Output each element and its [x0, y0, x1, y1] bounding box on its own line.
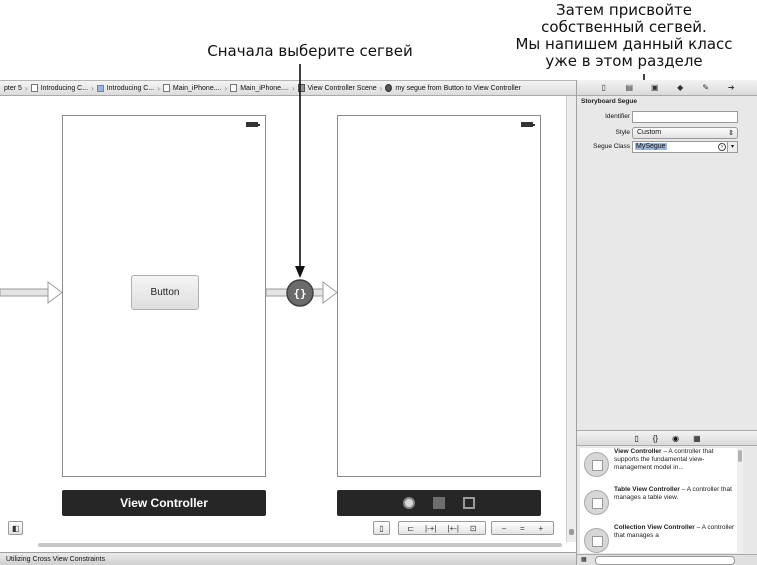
segue-class-field[interactable]	[632, 141, 738, 153]
chevron-right-icon: ›	[24, 83, 28, 93]
view-controller-icon	[584, 452, 609, 477]
item-name: View Controller	[614, 448, 662, 455]
identifier-row	[577, 111, 757, 124]
object-library-icon[interactable]: ◉	[672, 433, 680, 443]
file-template-icon[interactable]: ▯	[634, 433, 639, 443]
style-value: Custom	[637, 129, 662, 136]
grid-view-icon[interactable]: ▦	[581, 557, 587, 563]
size-inspector-icon[interactable]: ✎	[702, 83, 710, 92]
segue-icon[interactable]: {}	[293, 287, 307, 300]
item-name: Collection View Controller	[614, 524, 695, 531]
segue-class-value: MySegue	[636, 143, 666, 150]
item-name: Table View Controller	[614, 486, 680, 493]
section-title: Storyboard Segue	[581, 98, 637, 105]
chevron-updown-icon: ⇕	[728, 130, 734, 137]
breadcrumb-label: Main_iPhone....	[240, 84, 289, 92]
item-desc: – A controller that manages a table view.	[614, 486, 732, 501]
annotation-line: уже в этом разделе	[545, 52, 703, 70]
annotation-line: Мы напишем данный класс	[515, 35, 733, 53]
initial-scene-arrow	[0, 282, 62, 303]
zoom-out-icon[interactable]: –	[501, 523, 507, 533]
resize-icon[interactable]: ⊡	[469, 523, 477, 533]
scrollbar-thumb[interactable]	[738, 450, 742, 462]
style-label: Style	[615, 129, 630, 136]
table-view-controller-icon	[584, 490, 609, 515]
annotation-line: Затем присвойте	[556, 1, 692, 19]
attributes-inspector-icon[interactable]: ◆	[677, 83, 684, 92]
connections-inspector-icon[interactable]: ➔	[727, 83, 735, 92]
button[interactable]: Button	[131, 275, 199, 310]
item-desc: – A controller that supports the fundamental view-management model in...	[614, 448, 714, 471]
chevron-right-icon: ›	[157, 83, 160, 93]
chevron-right-icon: ›	[379, 83, 383, 93]
collection-view-controller-icon	[584, 528, 609, 553]
zoom-reset-icon[interactable]: =	[520, 523, 525, 533]
identity-inspector-icon[interactable]: ▣	[650, 83, 659, 92]
breadcrumb-label: Introducing C...	[40, 84, 89, 92]
list-item[interactable]	[580, 524, 740, 553]
align-icon[interactable]: ⊏	[407, 523, 415, 533]
breadcrumb-label: pter 5	[4, 84, 22, 92]
inspector-tabs	[577, 80, 757, 96]
resolve-icon[interactable]: |+-|	[447, 523, 459, 533]
library-footer	[577, 554, 757, 565]
segue-class-label: Segue Class	[593, 143, 630, 150]
arrow-go-icon[interactable]: ›	[718, 143, 726, 151]
item-desc: – A controller that manages a	[614, 524, 735, 539]
status-bar: Utilizing Cross View Constraints	[0, 552, 576, 565]
utilities-panel	[576, 80, 757, 565]
annotation-arrow	[295, 64, 305, 278]
annotation-select-segue: Сначала выберите сегвей	[207, 42, 413, 60]
object-library-list[interactable]	[580, 448, 740, 553]
segue-class-row	[577, 141, 757, 154]
scene-dock-view-controller[interactable]: View Controller	[62, 490, 266, 516]
pin-icon[interactable]: |-+|	[425, 523, 437, 533]
chevron-right-icon: ›	[224, 83, 228, 93]
phone-icon: ▯	[379, 523, 384, 533]
breadcrumb-label: Introducing C...	[106, 84, 155, 92]
library-filter-field[interactable]	[595, 556, 735, 565]
code-snippet-icon[interactable]: {}	[652, 433, 659, 443]
library-scrollbar[interactable]	[737, 448, 743, 553]
identifier-field[interactable]	[632, 111, 738, 123]
breadcrumb-label: View Controller Scene	[307, 84, 377, 92]
library-tabs	[577, 430, 757, 446]
sidebar-icon: ◧	[12, 523, 20, 533]
zoom-in-icon[interactable]: +	[538, 523, 544, 533]
style-row	[577, 127, 757, 140]
style-popup[interactable]	[632, 127, 738, 139]
chevron-right-icon: ›	[291, 83, 295, 93]
identifier-label: Identifier	[605, 113, 630, 120]
list-item[interactable]	[580, 448, 740, 486]
chevron-down-icon[interactable]: ▾	[727, 142, 737, 152]
list-item[interactable]	[580, 486, 740, 524]
breadcrumb-label: Main_iPhone....	[172, 84, 222, 92]
breadcrumb-label: my segue from Button to View Controller	[395, 84, 521, 92]
file-inspector-icon[interactable]: ▯	[601, 83, 606, 92]
chevron-right-icon: ›	[91, 83, 94, 93]
quick-help-icon[interactable]: ▤	[625, 83, 634, 92]
annotation-line: собственный сегвей.	[541, 18, 707, 36]
media-library-icon[interactable]: ▦	[693, 433, 701, 443]
